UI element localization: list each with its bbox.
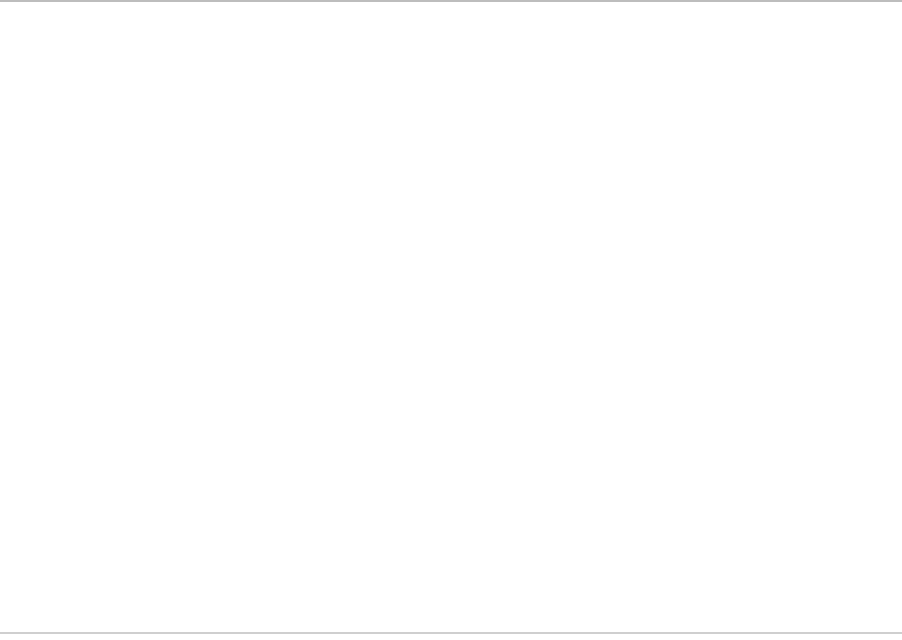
scan-bottom-edge [0, 632, 902, 634]
